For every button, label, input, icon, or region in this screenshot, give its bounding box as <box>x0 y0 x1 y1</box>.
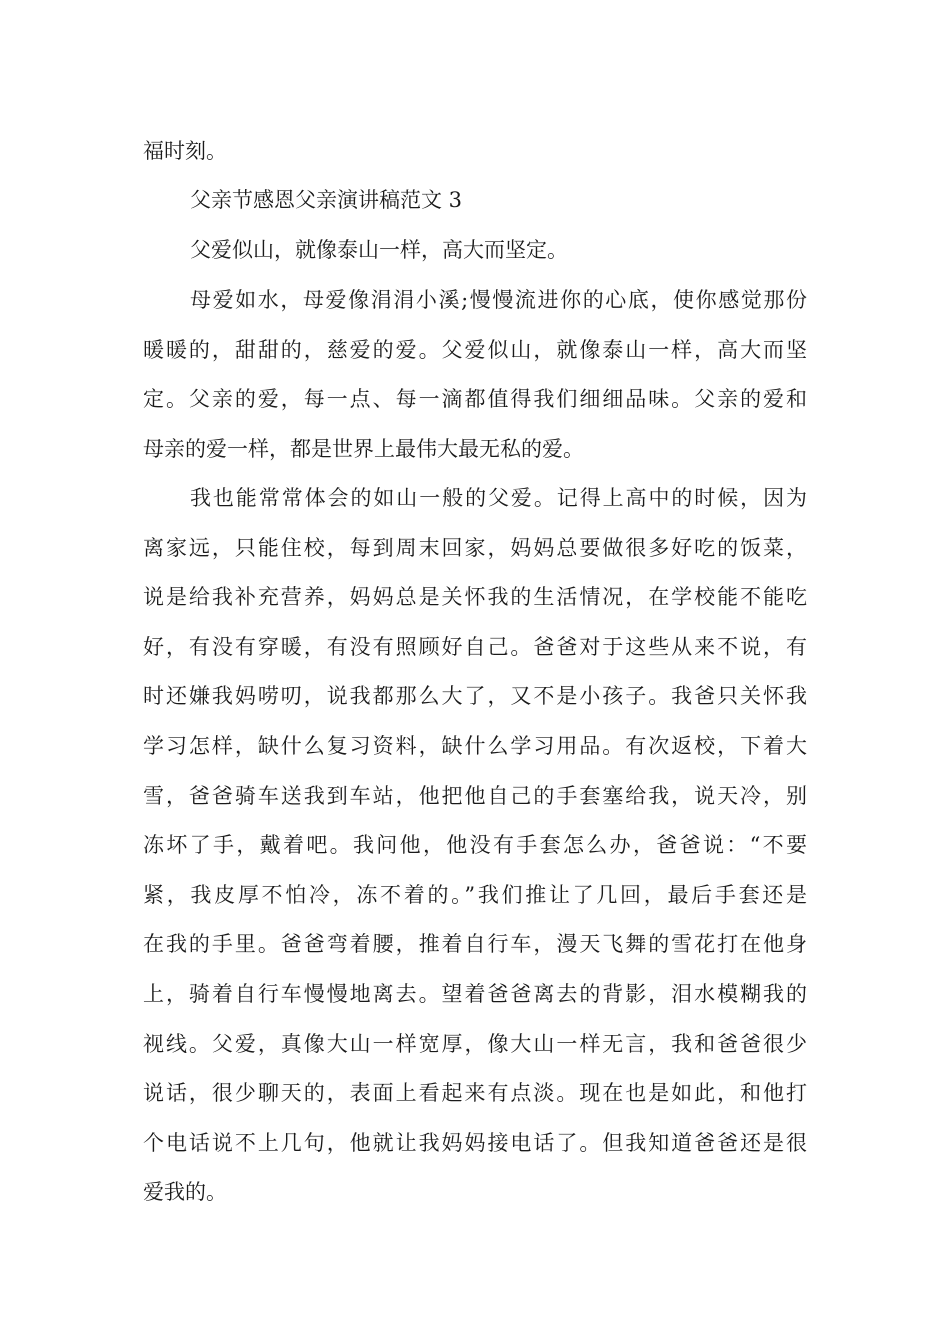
text-line: 说是给我补充营养，妈妈总是关怀我的生活情况，在学校能不能吃 <box>143 585 807 610</box>
text-line: 爱我的。 <box>143 1180 227 1205</box>
paragraph <box>143 474 807 1218</box>
text-line: 母爱如水，母爱像涓涓小溪;慢慢流进你的心底，使你感觉那份 <box>190 288 807 312</box>
text-line: 个电话说不上几句，他就让我妈妈接电话了。但我知道爸爸还是很 <box>143 1130 807 1155</box>
text-line: 说话，很少聊天的，表面上看起来有点淡。现在也是如此，和他打 <box>143 1081 807 1106</box>
text-line: 时还嫌我妈唠叨，说我都那么大了，又不是小孩子。我爸只关怀我 <box>143 684 807 709</box>
text-line: 上，骑着自行车慢慢地离去。望着爸爸离去的背影，泪水模糊我的 <box>143 981 807 1006</box>
text-line: 紧，我皮厚不怕冷，冻不着的。”我们推让了几回，最后手套还是 <box>143 882 807 907</box>
text-line: 定。父亲的爱，每一点、每一滴都值得我们细细品味。父亲的爱和 <box>143 387 807 412</box>
text-line: 父爱似山，就像泰山一样，高大而坚定。 <box>190 238 568 262</box>
text-line: 学习怎样，缺什么复习资料，缺什么学习用品。有次返校，下着大 <box>143 733 807 758</box>
text-line: 福时刻。 <box>143 139 227 163</box>
text-line: 冻坏了手，戴着吧。我问他，他没有手套怎么办，爸爸说：“不要 <box>143 833 807 858</box>
section-heading <box>143 176 807 226</box>
heading-text: 父亲节感恩父亲演讲稿范文 3 <box>190 188 463 212</box>
paragraph <box>143 276 807 474</box>
text-line: 雪，爸爸骑车送我到车站，他把他自己的手套塞给我，说天冷，别 <box>143 783 807 808</box>
paragraph-lead <box>143 226 807 276</box>
text-line: 视线。父爱，真像大山一样宽厚，像大山一样无言，我和爸爸很少 <box>143 1031 807 1056</box>
text-line: 母亲的爱一样，都是世界上最伟大最无私的爱。 <box>143 436 584 461</box>
text-line: 我也能常常体会的如山一般的父爱。记得上高中的时候，因为 <box>190 486 807 510</box>
text-line: 离家远，只能住校，每到周末回家，妈妈总要做很多好吃的饭菜， <box>143 535 807 560</box>
text-line: 在我的手里。爸爸弯着腰，推着自行车，漫天飞舞的雪花打在他身 <box>143 932 807 957</box>
text-line: 好，有没有穿暖，有没有照顾好自己。爸爸对于这些从来不说，有 <box>143 634 807 659</box>
paragraph-continuation <box>143 127 807 177</box>
text-line: 暖暖的，甜甜的，慈爱的爱。父爱似山，就像泰山一样，高大而坚 <box>143 337 807 362</box>
